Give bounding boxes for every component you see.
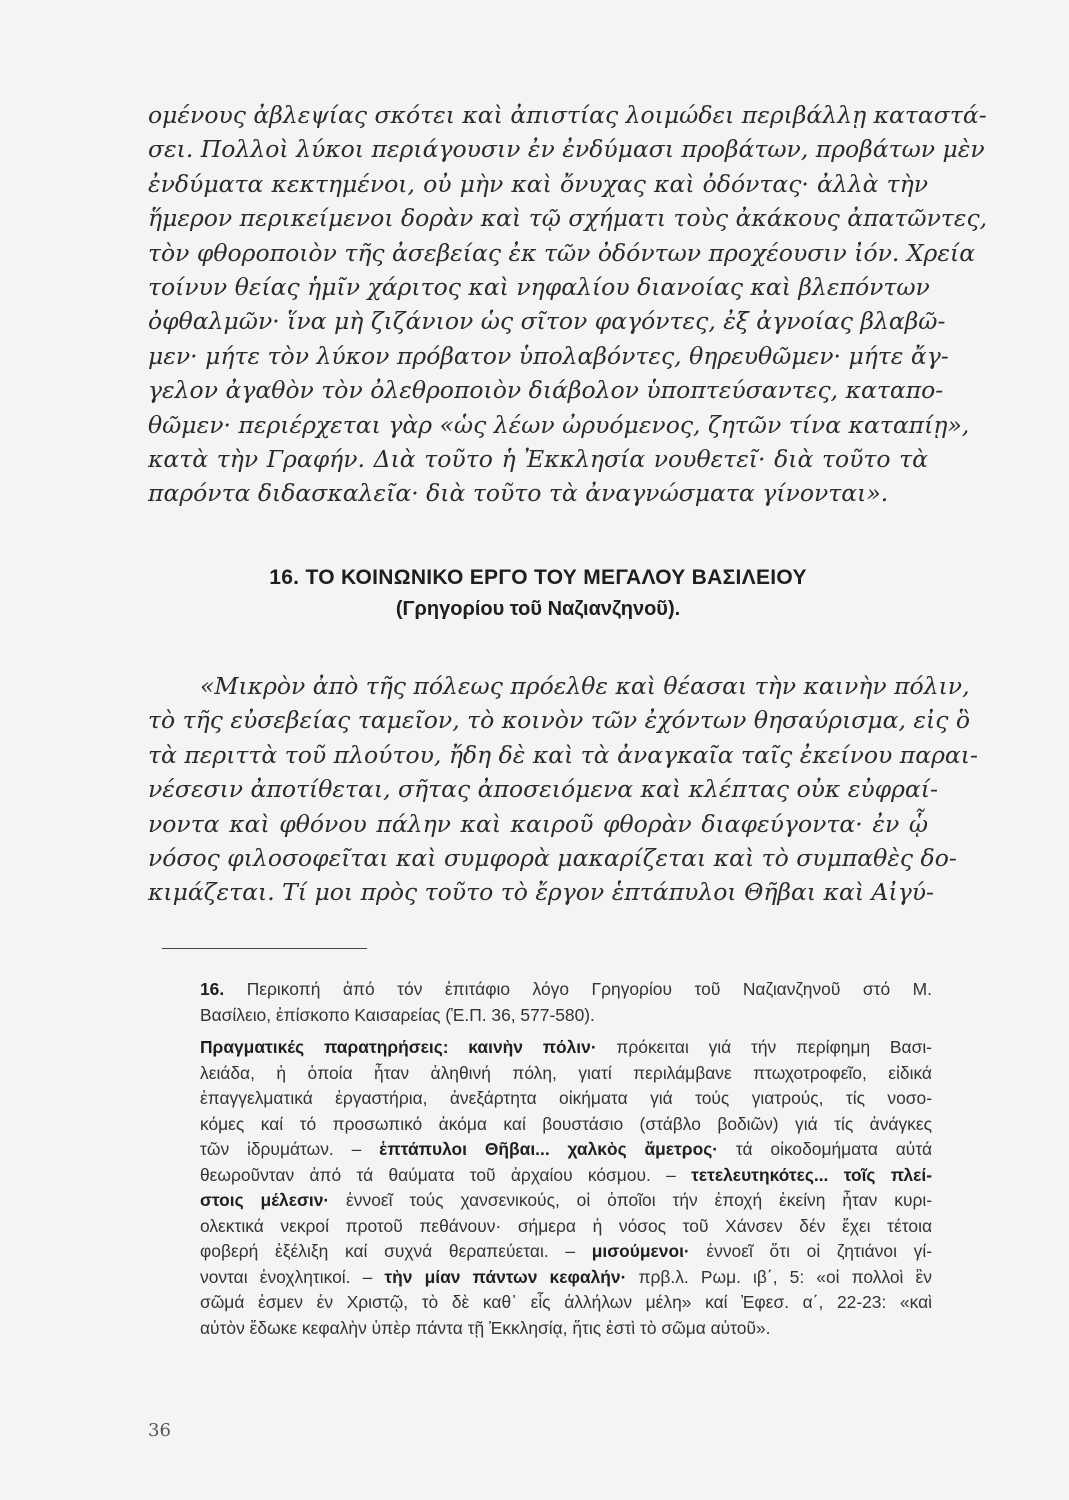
note-text: θεωροῦνταν ἀπό τά θαύματα τοῦ ἀρχαίου κόσμου. – [200, 1164, 692, 1185]
footnote-line [200, 1035, 932, 1061]
footnote-line [200, 977, 932, 1003]
footnote-divider [162, 948, 367, 949]
text-line: ομένους ἀβλεψίας σκότει καὶ ἀπιστίας λοιμώδει περιβάλλῃ καταστά- [148, 101, 987, 129]
note-text: ἐννοεῖ τούς χανσενικούς, οἱ ὁποῖοι τήν ἐποχή ἐκείνη ἦταν κυρι- [329, 1190, 933, 1210]
text-line: τοίνυν θείας ἡμῖν χάριτος καὶ νηφαλίου διανοίας καὶ βλεπόντων [148, 273, 930, 302]
note-text: ἐννοεῖ ὅτι οἱ ζητιάνοι γί- [689, 1241, 932, 1261]
note-term: μισούμενοι· [591, 1241, 690, 1261]
text-line: γελον ἀγαθὸν τὸν ὀλεθροποιὸν διάβολον ὑποπτεύσαντες, καταπο- [148, 376, 944, 405]
text-line: κατὰ τὴν Γραφήν. Διὰ τοῦτο ἡ Ἐκκλησία νουθετεῖ· διὰ τοῦτο τὰ [148, 445, 928, 474]
note-term: στοις μέλεσιν· [200, 1190, 330, 1210]
footnote-line: λειάδα, ἡ ὁποία ἦταν ἀληθινή πόλη, γιατί περιλάμβανε πτωχοτροφεῖο, εἰδικά [200, 1062, 932, 1083]
footnote-source [200, 977, 932, 1028]
footnote-number: 16. [200, 979, 225, 999]
text-line: νοντα καὶ φθόνου πάλην καὶ καιροῦ φθορὰν διαφεύγοντα· ἐν ᾧ [148, 809, 928, 838]
footnote-text: Περικοπή ἀπό τόν ἐπιτάφιο λόγο Γρηγορίου τοῦ Ναζιανζηνοῦ στό Μ. [246, 979, 932, 999]
footnote-line [200, 1137, 932, 1163]
note-term: ἑπτάπυλοι Θῆβαι... χαλκὸς ἄμετρος· [379, 1139, 719, 1159]
footnote-line [200, 1163, 932, 1189]
text-line: παρόντα διδασκαλεῖα· διὰ τοῦτο τὰ ἀναγνώσματα γίνονται». [148, 479, 889, 508]
footnote-line: κόμες καί τό προσωπικό ἀκόμα καί βουστάσιο (στάβλο βοδιῶν) γιά τίς ἀνάγκες [200, 1113, 932, 1134]
note-text: πρβ.λ. Ρωμ. ιβ΄, 5: «οἱ πολλοὶ ἓν [626, 1266, 932, 1287]
note-text: τά οἰκοδομήματα αὐτά [718, 1139, 932, 1159]
text-line: ἐνδύματα κεκτημένοι, οὐ μὴν καὶ ὄνυχας καὶ ὀδόντας· ἀλλὰ τὴν [148, 169, 928, 198]
section-title: 16. ΤΟ ΚΟΙΝΩΝΙΚΟ ΕΡΓΟ ΤΟΥ ΜΕΓΑΛΟΥ ΒΑΣΙΛΕΙΟΥ [269, 566, 807, 589]
footnote-line: αὐτὸν ἔδωκε κεφαλὴν ὑπὲρ πάντα τῇ Ἐκκλησίᾳ, ἥτις ἐστὶ τὸ σῶμα αὐτοῦ». [200, 1317, 771, 1338]
text-line: τὸν φθοροποιὸν τῆς ἀσεβείας ἐκ τῶν ὀδόντων προχέουσιν ἰόν. Χρεία [148, 238, 976, 267]
text-line: τὰ περιττὰ τοῦ πλούτου, ἤδη δὲ καὶ τὰ ἀναγκαῖα ταῖς ἐκείνου παραι- [148, 740, 978, 769]
note-term: τὴν μίαν πάντων κεφαλήν· [384, 1266, 627, 1287]
section-subtitle: (Γρηγορίου τοῦ Ναζιανζηνοῦ). [395, 598, 681, 620]
text-line: μεν· μήτε τὸν λύκον πρόβατον ὑπολαβόντες, θηρευθῶμεν· μήτε ἄγ- [148, 341, 949, 370]
footnote-line [200, 1188, 932, 1214]
note-text: νονται ἐνοχλητικοί. – [200, 1266, 385, 1287]
text-line: «Μικρὸν ἀπὸ τῆς πόλεως πρόελθε καὶ θέασαι τὴν καινὴν πόλιν, [200, 672, 970, 700]
page-number: 36 [148, 1420, 171, 1441]
footnote-line: ἐπαγγελματικά ἐργαστήρια, ἀνεξάρτητα οἰκήματα γιά τούς γιατρούς, τίς νοσο- [200, 1088, 932, 1108]
footnote-notes [200, 1035, 932, 1341]
note-term: Πραγματικές παρατηρήσεις: καινὴν πόλιν· [200, 1037, 597, 1057]
text-line: σει. Πολλοὶ λύκοι περιάγουσιν ἐν ἐνδύμασι προβάτων, προβάτων μὲν [148, 135, 985, 164]
text-line: κιμάζεται. Τί μοι πρὸς τοῦτο τὸ ἔργον ἑπτάπυλοι Θῆβαι καὶ Αἰγύ- [148, 878, 934, 907]
footnote-line: ολεκτικά νεκροί προτοῦ πεθάνουν· σήμερα ἡ νόσος τοῦ Χάνσεν δέν ἔχει τέτοια [200, 1215, 932, 1236]
section-text [148, 669, 978, 910]
text-line: νέσεσιν ἀποτίθεται, σῆτας ἀποσειόμενα καὶ κλέπτας οὐκ εὐφραί- [148, 775, 938, 804]
footnote-line: σῶμά ἐσμεν ἐν Χριστῷ, τὸ δὲ καθ᾽ εἷς ἀλλήλων μέλη» καί Ἐφεσ. α΄, 22-23: «καὶ [200, 1292, 932, 1312]
note-term: τετελευτηκότες... τοῖς πλεί- [691, 1164, 932, 1185]
text-line: τὸ τῆς εὐσεβείας ταμεῖον, τὸ κοινὸν τῶν ἐχόντων θησαύρισμα, εἰς ὃ [148, 706, 971, 735]
text-line: νόσος φιλοσοφεῖται καὶ συμφορὰ μακαρίζεται καὶ τὸ συμπαθὲς δο- [148, 844, 957, 873]
text-line: ἥμερον περικείμενοι δορὰν καὶ τῷ σχήματι τοὺς ἀκάκους ἀπατῶντες, [148, 204, 988, 233]
main-text-continuation [148, 98, 988, 511]
footnote-line: Βασίλειο, ἐπίσκοπο Καισαρείας (Ἑ.Π. 36, 577-580). [200, 1004, 595, 1025]
text-line: θῶμεν· περιέρχεται γὰρ «ὡς λέων ὠρυόμενος, ζητῶν τίνα καταπίῃ», [148, 410, 970, 439]
text-line: ὀφθαλμῶν· ἵνα μὴ ζιζάνιον ὡς σῖτον φαγόντες, ἐξ ἀγνοίας βλαβῶ- [148, 307, 946, 336]
note-text: φοβερή ἐξέλιξη καί συχνά θεραπεύεται. – [200, 1241, 592, 1261]
note-text: τῶν ἱδρυμάτων. – [200, 1139, 380, 1159]
footnote-line [200, 1239, 932, 1265]
note-text: πρόκειται γιά τήν περίφημη Βασι- [596, 1037, 932, 1057]
footnote-line [200, 1265, 932, 1291]
